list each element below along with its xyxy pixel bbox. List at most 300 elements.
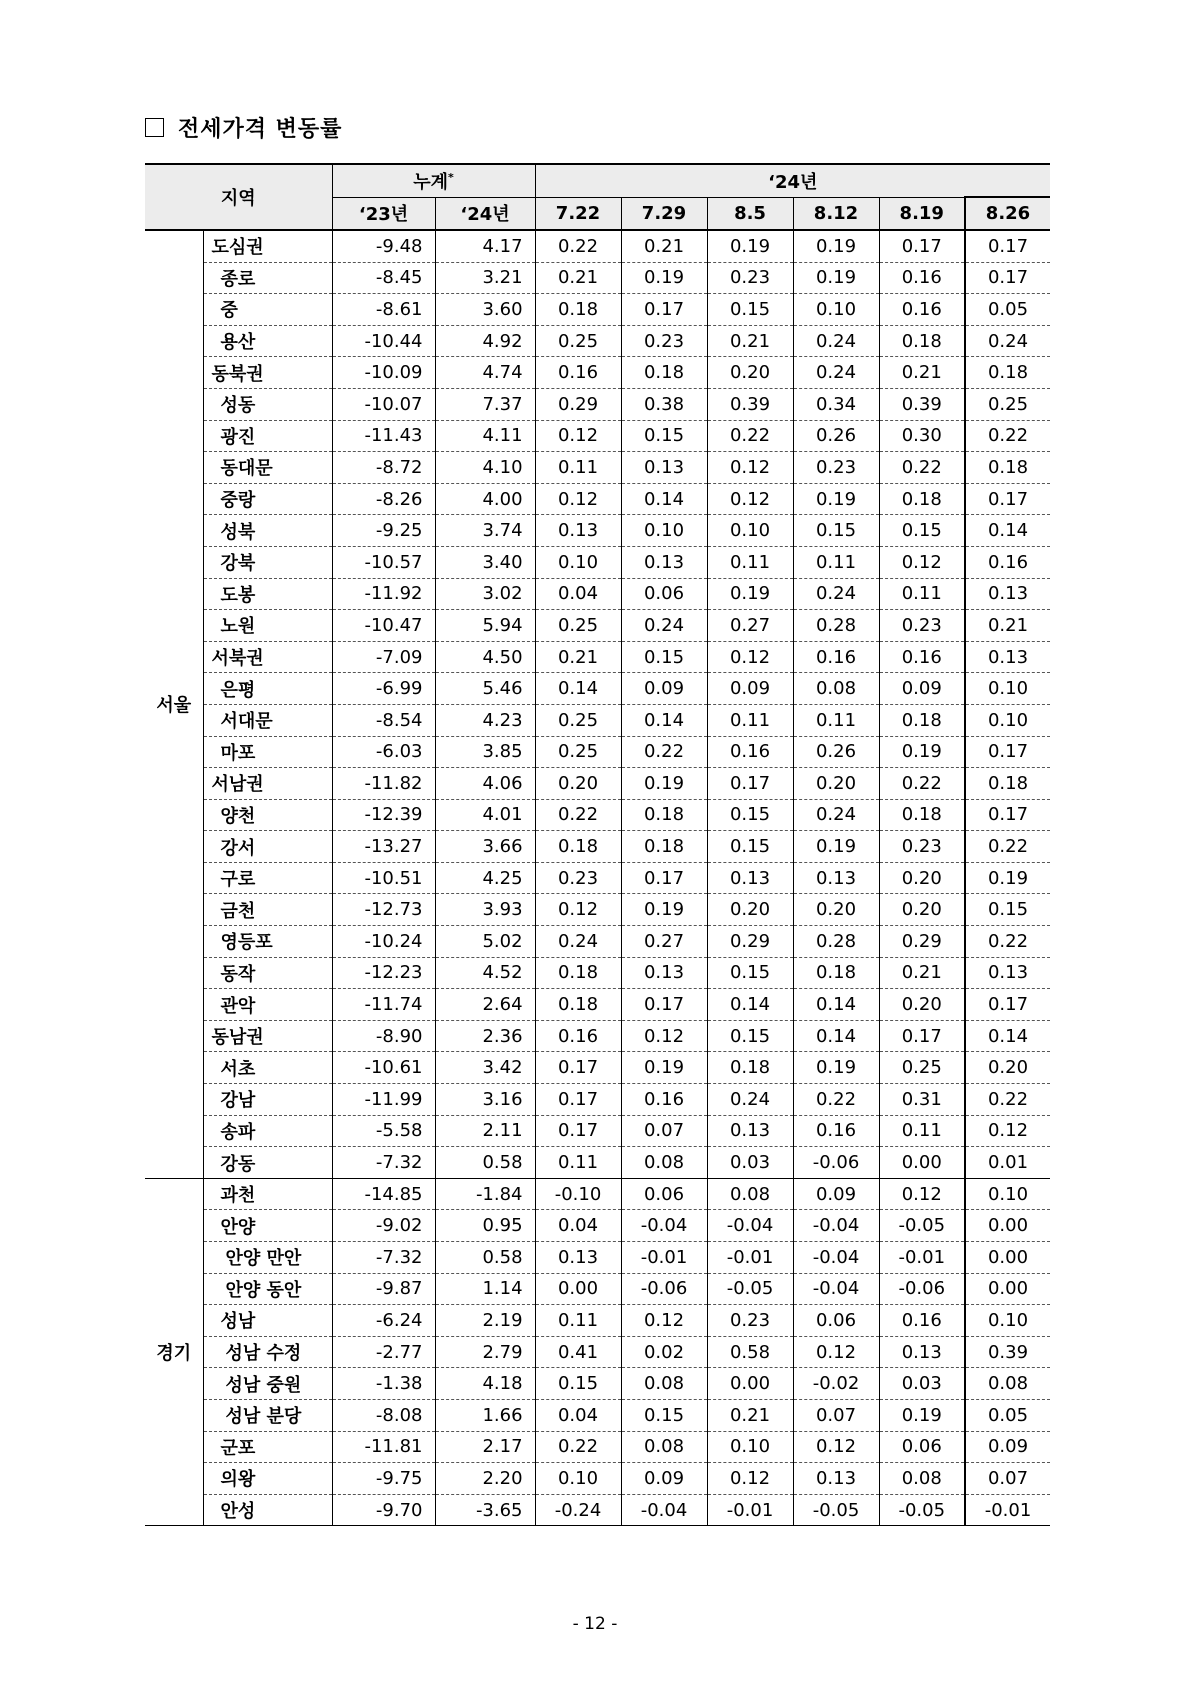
row-name [203, 799, 332, 831]
cum-y23-cell: -1.38 [332, 1368, 435, 1400]
cum-y23-cell: -11.74 [332, 989, 435, 1021]
week-cell: 0.28 [793, 610, 879, 642]
week-cell: 0.34 [793, 388, 879, 420]
week-cell: 0.23 [793, 452, 879, 484]
row-name-text: 마포 [220, 742, 256, 764]
week-cell: 0.12 [621, 1305, 707, 1337]
week-cell: 0.23 [535, 862, 621, 894]
table-row [145, 673, 1050, 705]
week-cell: 0.19 [879, 1399, 965, 1431]
table-row [145, 294, 1050, 326]
week-cell: 0.25 [535, 610, 621, 642]
cum-y24-cell: 2.79 [435, 1336, 535, 1368]
cum-y24-cell: 5.46 [435, 673, 535, 705]
cum-y23-cell: -6.99 [332, 673, 435, 705]
row-name [203, 1147, 332, 1179]
table-row [145, 1178, 1050, 1210]
table-row [145, 1084, 1050, 1116]
week-cell: 0.16 [707, 736, 793, 768]
row-name [203, 1336, 332, 1368]
week-cell: 0.12 [707, 483, 793, 515]
week-cell: -0.04 [707, 1210, 793, 1242]
week-cell: 0.10 [535, 1463, 621, 1495]
week-cell: 0.17 [965, 483, 1050, 515]
week-cell: 0.22 [707, 420, 793, 452]
week-cell: 0.19 [965, 862, 1050, 894]
row-name-text: 서초 [220, 1058, 256, 1080]
week-cell: 0.20 [965, 1052, 1050, 1084]
row-name [203, 1052, 332, 1084]
cum-y24-cell: -3.65 [435, 1494, 535, 1526]
row-name-text: 동남권 [211, 1027, 264, 1049]
section-heading [145, 112, 342, 142]
cum-y24-cell: 4.01 [435, 799, 535, 831]
week-cell: 0.23 [707, 262, 793, 294]
week-cell: 0.19 [793, 1052, 879, 1084]
week-cell: 0.26 [793, 736, 879, 768]
week-cell: 0.22 [535, 1431, 621, 1463]
week-cell: 0.02 [621, 1336, 707, 1368]
week-cell: 0.15 [879, 515, 965, 547]
row-name-text: 성남 [220, 1311, 256, 1333]
week-cell: 0.28 [793, 926, 879, 958]
week-cell: 0.21 [535, 262, 621, 294]
cum-y24-cell: 3.60 [435, 294, 535, 326]
week-cell: 0.15 [707, 1020, 793, 1052]
row-name-text: 성동 [220, 395, 256, 417]
cum-y24-cell: 1.66 [435, 1399, 535, 1431]
week-cell: -0.04 [793, 1242, 879, 1274]
week-cell: 0.58 [707, 1336, 793, 1368]
cum-y23-cell: -10.61 [332, 1052, 435, 1084]
cum-y23-cell: -9.02 [332, 1210, 435, 1242]
table-row [145, 262, 1050, 294]
table-row [145, 483, 1050, 515]
week-cell: -0.01 [621, 1242, 707, 1274]
row-name-text: 관악 [220, 995, 256, 1017]
cum-y24-cell: 2.36 [435, 1020, 535, 1052]
week-cell: 0.23 [621, 325, 707, 357]
table-row [145, 452, 1050, 484]
week-cell: 0.07 [965, 1463, 1050, 1495]
week-cell: -0.05 [707, 1273, 793, 1305]
table-row [145, 1242, 1050, 1274]
week-cell: 0.20 [879, 989, 965, 1021]
row-name [203, 357, 332, 389]
week-cell: 0.10 [965, 1178, 1050, 1210]
week-cell: 0.22 [879, 768, 965, 800]
cum-y23-cell: -9.87 [332, 1273, 435, 1305]
week-cell: 0.13 [535, 515, 621, 547]
row-name [203, 483, 332, 515]
cum-y23-cell: -9.25 [332, 515, 435, 547]
week-cell: 0.18 [535, 989, 621, 1021]
row-name [203, 294, 332, 326]
week-cell: 0.18 [879, 325, 965, 357]
week-cell: 0.14 [621, 704, 707, 736]
cum-y23-cell: -8.54 [332, 704, 435, 736]
week-cell: 0.06 [621, 578, 707, 610]
table-row [145, 1494, 1050, 1526]
week-cell: 0.16 [879, 262, 965, 294]
week-cell: 0.19 [621, 1052, 707, 1084]
row-name [203, 926, 332, 958]
week-cell: 0.18 [707, 1052, 793, 1084]
week-cell: 0.05 [965, 1399, 1050, 1431]
week-cell: 0.17 [965, 736, 1050, 768]
week-cell: 0.10 [707, 1431, 793, 1463]
table-row [145, 736, 1050, 768]
cum-y23-cell: -11.99 [332, 1084, 435, 1116]
table-row [145, 989, 1050, 1021]
week-cell: 0.17 [965, 230, 1050, 262]
header-week-col: 7.29 [621, 197, 707, 230]
cum-y23-cell: -12.73 [332, 894, 435, 926]
row-name-text: 강동 [220, 1153, 256, 1175]
week-cell: 0.16 [879, 1305, 965, 1337]
week-cell: 0.17 [879, 1020, 965, 1052]
cum-y24-cell: 4.92 [435, 325, 535, 357]
week-cell: 0.17 [879, 230, 965, 262]
week-cell: 0.10 [707, 515, 793, 547]
week-cell: 0.39 [879, 388, 965, 420]
week-cell: 0.24 [621, 610, 707, 642]
week-cell: 0.10 [965, 704, 1050, 736]
week-cell: 0.20 [879, 894, 965, 926]
week-cell: 0.19 [793, 230, 879, 262]
cum-y23-cell: -7.32 [332, 1147, 435, 1179]
row-name-text: 성남 분당 [225, 1406, 302, 1428]
row-name [203, 1463, 332, 1495]
week-cell: -0.04 [621, 1210, 707, 1242]
week-cell: 0.16 [793, 641, 879, 673]
week-cell: 0.13 [707, 862, 793, 894]
row-name-text: 종로 [220, 268, 256, 290]
cum-y24-cell: 3.74 [435, 515, 535, 547]
table-row [145, 1368, 1050, 1400]
week-cell: 0.17 [707, 768, 793, 800]
row-name-text: 강남 [220, 1090, 256, 1112]
table-header [145, 164, 1050, 230]
cum-y24-cell: 3.16 [435, 1084, 535, 1116]
week-cell: 0.21 [707, 1399, 793, 1431]
week-cell: 0.11 [535, 1305, 621, 1337]
week-cell: 0.12 [793, 1336, 879, 1368]
week-cell: -0.06 [879, 1273, 965, 1305]
row-name-text: 성남 중원 [225, 1374, 302, 1396]
week-cell: 0.17 [965, 799, 1050, 831]
header-week-col: 8.5 [707, 197, 793, 230]
page-number: - 12 - [572, 1614, 618, 1634]
week-cell: 0.38 [621, 388, 707, 420]
cum-y24-cell: 2.11 [435, 1115, 535, 1147]
table-row [145, 641, 1050, 673]
week-cell: 0.23 [879, 831, 965, 863]
cum-y23-cell: -11.92 [332, 578, 435, 610]
row-name-text: 동북권 [211, 363, 264, 385]
cum-y23-cell: -7.09 [332, 641, 435, 673]
week-cell: 0.13 [535, 1242, 621, 1274]
week-cell: 0.16 [621, 1084, 707, 1116]
week-cell: 0.24 [793, 325, 879, 357]
week-cell: -0.04 [621, 1494, 707, 1526]
cum-y23-cell: -8.72 [332, 452, 435, 484]
week-cell: 0.20 [879, 862, 965, 894]
week-cell: 0.19 [793, 831, 879, 863]
row-name-text: 구로 [220, 869, 256, 891]
row-name-text: 서대문 [220, 711, 273, 733]
week-cell: 0.10 [965, 673, 1050, 705]
row-name-text: 서북권 [211, 648, 264, 670]
week-cell: 0.22 [793, 1084, 879, 1116]
week-cell: 0.18 [879, 799, 965, 831]
week-cell: 0.14 [793, 989, 879, 1021]
cum-y23-cell: -10.24 [332, 926, 435, 958]
cum-y23-cell: -5.58 [332, 1115, 435, 1147]
row-name-text: 도봉 [220, 584, 256, 606]
week-cell: 0.15 [621, 641, 707, 673]
cum-y24-cell: 4.18 [435, 1368, 535, 1400]
week-cell: 0.18 [621, 357, 707, 389]
week-cell: 0.22 [621, 736, 707, 768]
week-cell: 0.24 [793, 357, 879, 389]
week-cell: 0.20 [707, 357, 793, 389]
week-cell: 0.19 [793, 483, 879, 515]
row-name [203, 1242, 332, 1274]
row-name [203, 704, 332, 736]
week-cell: 0.22 [965, 420, 1050, 452]
week-cell: 0.19 [793, 262, 879, 294]
table-row [145, 957, 1050, 989]
week-cell: 0.08 [793, 673, 879, 705]
cum-y23-cell: -8.08 [332, 1399, 435, 1431]
week-cell: 0.18 [965, 452, 1050, 484]
table-row [145, 1147, 1050, 1179]
header-region: 지역 [145, 164, 332, 230]
week-cell: 0.11 [879, 578, 965, 610]
header-cum-col: ‘24년 [435, 197, 535, 230]
cum-y24-cell: 2.20 [435, 1463, 535, 1495]
region-label: 서울 [145, 230, 203, 1178]
header-week-col: 7.22 [535, 197, 621, 230]
week-cell: 0.15 [621, 1399, 707, 1431]
row-name [203, 546, 332, 578]
header-week-col: 8.19 [879, 197, 965, 230]
week-cell: 0.22 [965, 831, 1050, 863]
row-name-text: 강북 [220, 553, 256, 575]
row-name [203, 515, 332, 547]
table-row [145, 926, 1050, 958]
row-name-text: 안양 [220, 1216, 256, 1238]
table-row [145, 1052, 1050, 1084]
week-cell: 0.12 [535, 420, 621, 452]
section-title: 전세가격 변동률 [178, 115, 343, 142]
week-cell: 0.10 [965, 1305, 1050, 1337]
cum-y24-cell: 2.64 [435, 989, 535, 1021]
week-cell: 0.22 [879, 452, 965, 484]
table-row [145, 1273, 1050, 1305]
row-name [203, 610, 332, 642]
week-cell: 0.00 [965, 1273, 1050, 1305]
week-cell: 0.22 [965, 926, 1050, 958]
cum-y23-cell: -12.39 [332, 799, 435, 831]
week-cell: 0.08 [621, 1368, 707, 1400]
week-cell: 0.18 [535, 957, 621, 989]
week-cell: 0.20 [793, 768, 879, 800]
table-row [145, 1399, 1050, 1431]
week-cell: 0.15 [965, 894, 1050, 926]
table-row [145, 1336, 1050, 1368]
week-cell: 0.06 [621, 1178, 707, 1210]
week-cell: 0.22 [535, 230, 621, 262]
cum-y23-cell: -9.48 [332, 230, 435, 262]
week-cell: 0.12 [793, 1431, 879, 1463]
week-cell: 0.11 [793, 704, 879, 736]
week-cell: 0.10 [535, 546, 621, 578]
week-cell: 0.11 [535, 1147, 621, 1179]
week-cell: 0.14 [965, 515, 1050, 547]
cum-y23-cell: -10.57 [332, 546, 435, 578]
week-cell: 0.14 [793, 1020, 879, 1052]
week-cell: 0.17 [965, 262, 1050, 294]
row-name-text: 영등포 [220, 932, 273, 954]
week-cell: 0.08 [621, 1147, 707, 1179]
row-name [203, 1020, 332, 1052]
week-cell: 0.15 [793, 515, 879, 547]
week-cell: 0.03 [879, 1368, 965, 1400]
cum-y23-cell: -13.27 [332, 831, 435, 863]
row-name [203, 768, 332, 800]
row-name-text: 노원 [220, 616, 256, 638]
row-name [203, 736, 332, 768]
cum-y23-cell: -10.44 [332, 325, 435, 357]
cum-y23-cell: -8.45 [332, 262, 435, 294]
week-cell: 0.21 [535, 641, 621, 673]
week-cell: 0.19 [621, 894, 707, 926]
table-row [145, 1210, 1050, 1242]
week-cell: 0.10 [793, 294, 879, 326]
cum-y23-cell: -10.51 [332, 862, 435, 894]
week-cell: 0.04 [535, 1210, 621, 1242]
row-name-text: 안성 [220, 1501, 256, 1523]
row-name-text: 금천 [220, 900, 256, 922]
row-name [203, 1273, 332, 1305]
week-cell: 0.12 [621, 1020, 707, 1052]
cum-y23-cell: -11.81 [332, 1431, 435, 1463]
header-cumulative-mark: * [448, 170, 454, 184]
week-cell: 0.21 [879, 957, 965, 989]
week-cell: 0.11 [879, 1115, 965, 1147]
cum-y23-cell: -8.26 [332, 483, 435, 515]
week-cell: 0.17 [535, 1084, 621, 1116]
week-cell: 0.39 [707, 388, 793, 420]
table-row [145, 515, 1050, 547]
header-cumulative-label: 누계 [413, 171, 449, 193]
week-cell: 0.29 [879, 926, 965, 958]
week-cell: 0.13 [621, 452, 707, 484]
table-row [145, 1431, 1050, 1463]
week-cell: 0.16 [535, 1020, 621, 1052]
cum-y23-cell: -10.07 [332, 388, 435, 420]
week-cell: 0.08 [621, 1431, 707, 1463]
header-week-col: 8.26 [965, 197, 1050, 230]
week-cell: 0.07 [793, 1399, 879, 1431]
week-cell: -0.06 [793, 1147, 879, 1179]
table-body [145, 230, 1050, 1526]
week-cell: 0.31 [879, 1084, 965, 1116]
cum-y24-cell: 7.37 [435, 388, 535, 420]
week-cell: 0.18 [793, 957, 879, 989]
week-cell: 0.21 [707, 325, 793, 357]
week-cell: 0.04 [535, 578, 621, 610]
week-cell: 0.17 [621, 862, 707, 894]
row-name [203, 1210, 332, 1242]
week-cell: 0.13 [879, 1336, 965, 1368]
cum-y24-cell: 3.93 [435, 894, 535, 926]
cum-y23-cell: -14.85 [332, 1178, 435, 1210]
table-row [145, 1305, 1050, 1337]
week-cell: 0.18 [621, 831, 707, 863]
week-cell: 0.13 [965, 957, 1050, 989]
week-cell: 0.27 [621, 926, 707, 958]
row-name [203, 262, 332, 294]
week-cell: -0.01 [879, 1242, 965, 1274]
cum-y23-cell: -12.23 [332, 957, 435, 989]
week-cell: 0.17 [535, 1115, 621, 1147]
cum-y24-cell: 4.52 [435, 957, 535, 989]
week-cell: 0.20 [707, 894, 793, 926]
row-name-text: 서남권 [211, 774, 264, 796]
week-cell: -0.06 [621, 1273, 707, 1305]
week-cell: 0.16 [535, 357, 621, 389]
row-name-text: 송파 [220, 1121, 256, 1143]
week-cell: 0.25 [535, 325, 621, 357]
header-year: ‘24년 [535, 164, 1050, 197]
week-cell: -0.01 [707, 1242, 793, 1274]
checkbox-square-icon [145, 118, 164, 137]
row-name [203, 1431, 332, 1463]
cum-y24-cell: 5.94 [435, 610, 535, 642]
week-cell: 0.18 [879, 483, 965, 515]
row-name [203, 578, 332, 610]
cum-y24-cell: 0.95 [435, 1210, 535, 1242]
week-cell: 0.18 [621, 799, 707, 831]
week-cell: 0.11 [793, 546, 879, 578]
week-cell: 0.24 [707, 1084, 793, 1116]
table-row [145, 357, 1050, 389]
cum-y24-cell: 0.58 [435, 1147, 535, 1179]
week-cell: 0.16 [879, 641, 965, 673]
table-row [145, 894, 1050, 926]
row-name [203, 1305, 332, 1337]
week-cell: 0.18 [535, 831, 621, 863]
week-cell: 0.19 [621, 262, 707, 294]
week-cell: 0.18 [965, 768, 1050, 800]
week-cell: -0.05 [879, 1210, 965, 1242]
cum-y24-cell: 2.19 [435, 1305, 535, 1337]
week-cell: 0.24 [535, 926, 621, 958]
week-cell: 0.24 [965, 325, 1050, 357]
week-cell: 0.39 [965, 1336, 1050, 1368]
week-cell: 0.18 [965, 357, 1050, 389]
week-cell: 0.15 [707, 799, 793, 831]
week-cell: 0.25 [535, 704, 621, 736]
week-cell: 0.07 [621, 1115, 707, 1147]
row-name [203, 641, 332, 673]
cum-y24-cell: 4.74 [435, 357, 535, 389]
week-cell: 0.05 [965, 294, 1050, 326]
week-cell: 0.16 [793, 1115, 879, 1147]
